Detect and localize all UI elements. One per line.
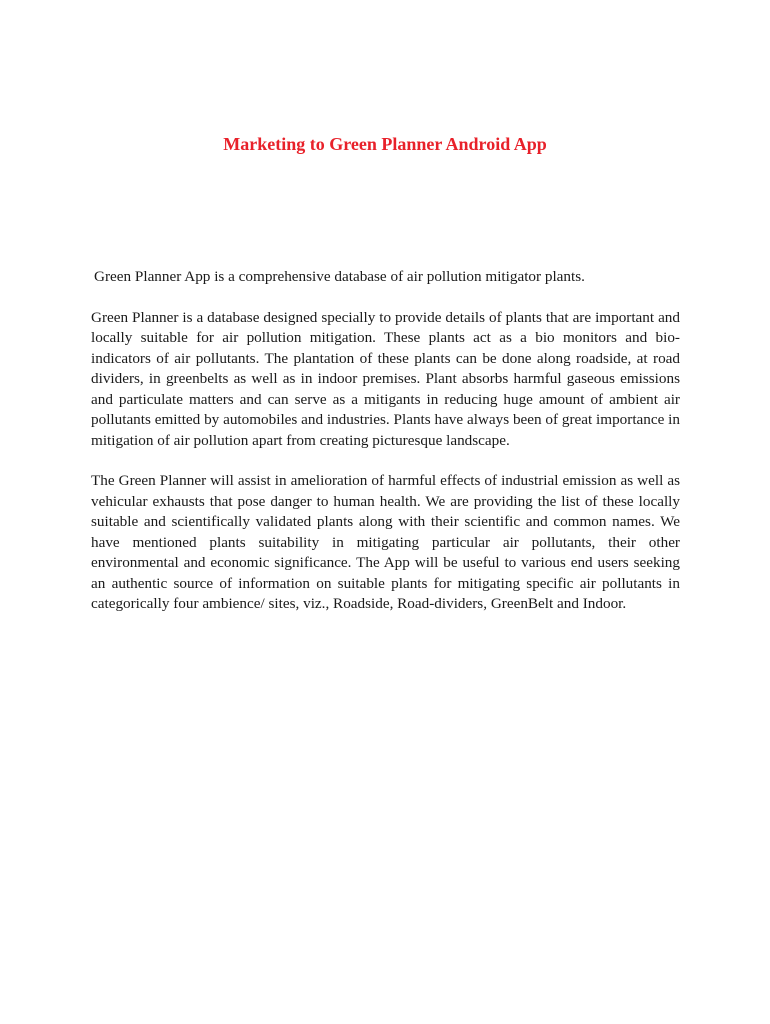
description-paragraph: Green Planner is a database designed specially to provide details of plants that are important and locally suitable for air pollution mitigation. These plants act as a bio monitors and bio- indicators of air pollutants. The plantation of these plants can be done along roadside, at road dividers, in greenbelts as well as in indoor premises. Plant absorbs harmful gaseous emissions and particulate matters and can serve as a mitigants in reducing huge amount of ambient air pollutants emitted by automobiles and industries. Plants have always been of great importance in mitigation of air pollution apart from creating picturesque landscape. [91, 308, 680, 449]
document-title: Marketing to Green Planner Android App [223, 134, 547, 154]
document-body [91, 267, 680, 635]
intro-paragraph: Green Planner App is a comprehensive database of air pollution mitigator plants. [94, 268, 585, 285]
assistance-paragraph: The Green Planner will assist in amelioration of harmful effects of industrial emission as well as vehicular exhausts that pose danger to human health. We are providing the list of these locally suitable and scientifically validated plants along with their scientific and common names. We have mentioned plants suitability in mitigating particular air pollutants, their other environmental and economic significance. The App will be useful to various end users seeking an authentic source of information on suitable plants for mitigating specific air pollutants in categorically four ambience/ sites, viz., Roadside, Road-dividers, GreenBelt and Indoor. [91, 472, 680, 612]
